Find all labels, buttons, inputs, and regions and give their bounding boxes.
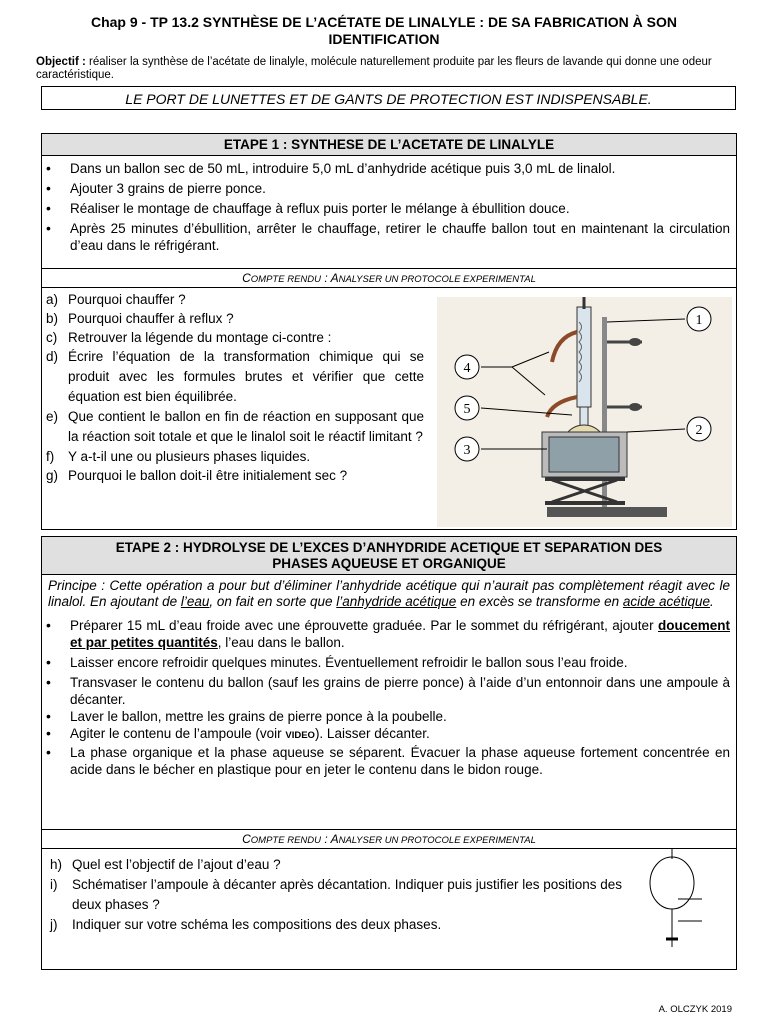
separating-funnel-figure xyxy=(622,847,722,967)
question-a: a) Pourquoi chauffer ? xyxy=(46,292,186,307)
step1-title: ETAPE 1 : SYNTHESE DE L’ACETATE DE LINALYLE xyxy=(42,134,736,156)
step2-principle: Principe : Cette opération a pour but d’éliminer l’anhydride acétique qui n’aurait pas complètement réagit avec le linalol. En ajoutant de l’eau, on fait en sorte que l’anhydride acétique en excès se transforme en acide acétique. xyxy=(48,578,730,609)
step2-bullet: • Laisser encore refroidir quelques minutes. Éventuellement refroidir le ballon sous l’eau froide. xyxy=(42,654,730,671)
figure-label-3: 3 xyxy=(463,443,471,458)
step1-report-header: COMPTE RENDU : ANALYSER UN PROTOCOLE EXPERIMENTAL xyxy=(42,268,736,288)
question-h: h) Quel est l’objectif de l’ajout d’eau ? xyxy=(50,857,281,872)
figure-label-2: 2 xyxy=(695,423,703,438)
question-e: e) Que contient le ballon en fin de réaction en supposant que la réaction soit totale et que le linalol soit le réactif limitant ? xyxy=(46,409,424,444)
question-c: c) Retrouver la légende du montage ci-contre : xyxy=(46,330,332,345)
step2-box xyxy=(41,536,737,970)
step2-bullet: • Transvaser le contenu du ballon (sauf les grains de pierre ponce) à l’aide d’un entonnoir dans une ampoule à décanter. xyxy=(42,674,730,708)
step1-questions xyxy=(42,290,424,485)
page-title xyxy=(30,14,738,48)
step1-bullet: • Réaliser le montage de chauffage à reflux puis porter le mélange à ébullition douce. xyxy=(42,200,730,217)
objective-label: Objectif : xyxy=(36,56,86,68)
step2-questions xyxy=(46,855,626,935)
step2-report-header: COMPTE RENDU : ANALYSER UN PROTOCOLE EXPERIMENTAL xyxy=(42,829,736,849)
question-b: b) Pourquoi chauffer à reflux ? xyxy=(46,311,234,326)
objective-text: réaliser la synthèse de l’acétate de linalyle, molécule naturellement produite par les fleurs de lavande qui donne une odeur caractéristique. xyxy=(36,56,712,81)
title-line-1: Chap 9 - TP 13.2 SYNTHÈSE DE L’ACÉTATE DE LINALYLE : DE SA FABRICATION À SON xyxy=(90,14,677,30)
question-i: i) Schématiser l’ampoule à décanter après décantation. Indiquer puis justifier les positions des deux phases ? xyxy=(50,877,623,912)
reflux-apparatus-figure xyxy=(437,297,732,527)
step1-bullet: • Après 25 minutes d’ébullition, arrêter le chauffage, retirer le chauffe ballon tout en maintenant la circulation d’eau dans le réfrigérant. xyxy=(42,220,730,254)
step2-bullet: • La phase organique et la phase aqueuse se séparent. Évacuer la phase aqueuse fortement concentrée en acide dans le bécher en plastique pour en jeter le contenu dans le bidon rouge. xyxy=(42,744,730,778)
video-link[interactable]: VIDEO xyxy=(285,730,315,741)
figure-label-5: 5 xyxy=(463,402,471,417)
step2-title: ETAPE 2 : HYDROLYSE DE L’EXCES D’ANHYDRIDE ACETIQUE ET SEPARATION DES PHASES AQUEUSE ET ORGANIQUE xyxy=(42,537,736,575)
step1-bullet: • Dans un ballon sec de 50 mL, introduire 5,0 mL d’anhydride acétique puis 3,0 mL de linalol. xyxy=(42,160,730,177)
objective xyxy=(36,56,736,82)
step2-bullet: • Laver le ballon, mettre les grains de pierre ponce à la poubelle. xyxy=(42,708,730,725)
title-line-2: IDENTIFICATION xyxy=(328,31,440,47)
step1-bullets xyxy=(42,156,736,268)
step2-bullet: • Préparer 15 mL d’eau froide avec une éprouvette graduée. Par le sommet du réfrigérant, ajouter doucement et par petites quantités, l’eau dans le ballon. xyxy=(42,617,730,651)
question-d: d) Écrire l’équation de la transformation chimique qui se produit avec les formules brutes et vérifier que cette équation est bien équilibrée. xyxy=(46,349,424,404)
question-g: g) Pourquoi le ballon doit-il être initialement sec ? xyxy=(46,468,348,483)
figure-label-4: 4 xyxy=(463,361,471,376)
footer-author: A. OLCZYK 2019 xyxy=(658,1004,732,1015)
step1-bullet: • Ajouter 3 grains de pierre ponce. xyxy=(42,180,730,197)
question-f: f) Y a-t-il une ou plusieurs phases liquides. xyxy=(46,449,311,464)
step1-box xyxy=(41,133,737,530)
figure-label-1: 1 xyxy=(695,313,703,328)
step2-bullets xyxy=(42,610,736,778)
safety-notice: LE PORT DE LUNETTES ET DE GANTS DE PROTECTION EST INDISPENSABLE. xyxy=(41,86,736,110)
step2-bullet: • Agiter le contenu de l’ampoule (voir VIDEO). Laisser décanter. xyxy=(42,725,730,744)
question-j: j) Indiquer sur votre schéma les compositions des deux phases. xyxy=(50,917,442,932)
